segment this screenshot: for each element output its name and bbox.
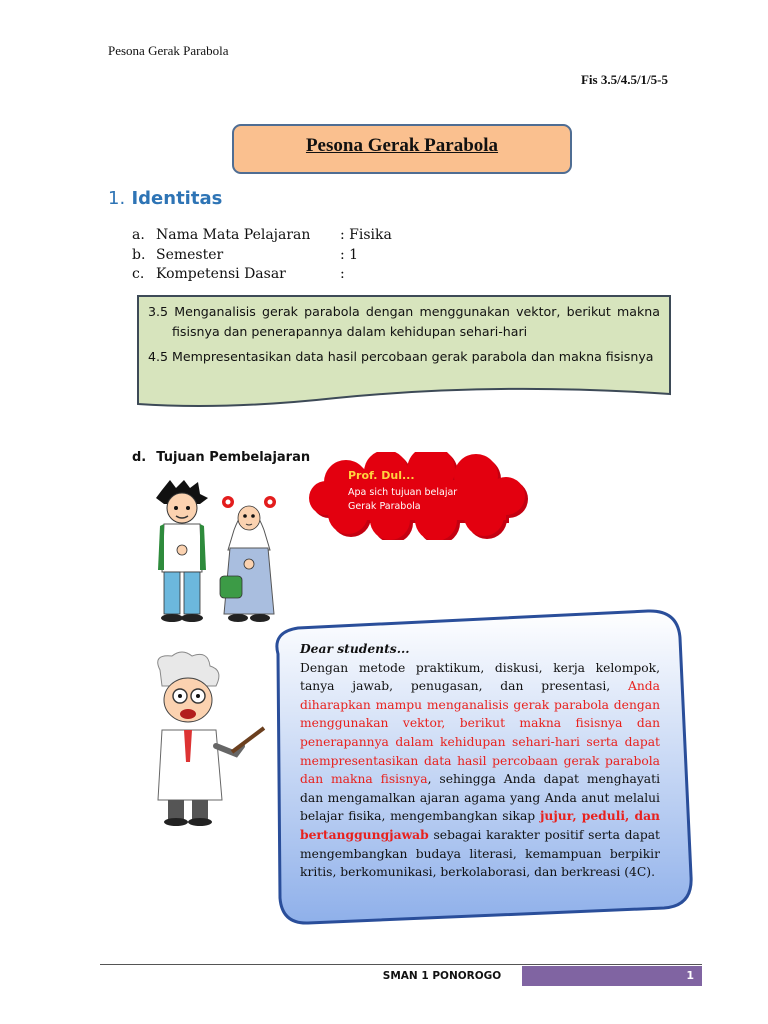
- tujuan-heading: [132, 450, 310, 465]
- footer-school: SMAN 1 PONOROGO: [382, 970, 502, 982]
- page-title: Pesona Gerak Parabola: [305, 135, 499, 156]
- cloud-speaker: Prof. Dul...: [348, 469, 415, 482]
- identity-value: :: [340, 266, 345, 282]
- kd-item: 4.5 Mempresentasikan data hasil percobaan gerak parabola dan makna fisisnya: [148, 349, 654, 364]
- document-code: Fis 3.5/4.5/1/5-5: [580, 72, 668, 87]
- message-text: [300, 640, 660, 882]
- identity-row: [132, 247, 512, 267]
- professor-illustration: [132, 650, 272, 835]
- message-highlight: jujur, peduli, dan bertanggungjawab: [300, 808, 660, 842]
- identity-label: Semester: [156, 246, 224, 263]
- running-header-title: Pesona Gerak Parabola: [108, 43, 229, 58]
- page-number: 1: [522, 966, 702, 986]
- identity-row: [132, 227, 512, 247]
- cloud-line: Gerak Parabola: [348, 501, 421, 512]
- identity-list: [132, 227, 512, 286]
- message-part: Dengan metode praktikum, diskusi, kerja kelompok, tanya jawab, penugasan, dan presentasi,: [300, 660, 660, 694]
- identity-label: Nama Mata Pelajaran: [156, 227, 311, 243]
- identity-value: : 1: [340, 246, 359, 263]
- identity-marker: b.: [132, 246, 146, 263]
- tujuan-label: Tujuan Pembelajaran: [156, 450, 311, 465]
- identity-row: [132, 266, 512, 286]
- cloud-line: Apa sich tujuan belajar: [348, 487, 458, 498]
- tujuan-marker: d.: [132, 450, 147, 465]
- message-part: , sehingga Anda dapat menghayati dan mengamalkan ajaran agama yang Anda anut melalui belajar fisika, mengembangkan sikap: [300, 772, 660, 824]
- message-part: sebagai karakter positif serta dapat mengembangkan budaya literasi, kemampuan berpikir kritis, berkomunikasi, berkolaborasi, dan berkreasi (4C).: [300, 827, 660, 880]
- message-body: [300, 659, 660, 882]
- section-heading-identitas: [108, 188, 222, 209]
- section-number: 1.: [108, 188, 126, 209]
- section-label: Identitas: [131, 188, 223, 209]
- title-box: [232, 124, 572, 174]
- message-highlight: Anda diharapkan mampu menganalisis gerak parabola dengan menggunakan vektor, berikut makna fisisnya dan penerapannya dalam kehidupan sehari-hari serta dapat mempresentasikan data hasil percobaan gerak parabola dan makna fisisnya: [300, 679, 660, 787]
- identity-label: Kompetensi Dasar: [156, 266, 286, 282]
- identity-value: : Fisika: [340, 227, 392, 243]
- footer-divider: [100, 964, 702, 965]
- identity-marker: c.: [132, 266, 145, 282]
- identity-marker: a.: [132, 227, 145, 243]
- message-greeting: Dear students...: [300, 641, 410, 656]
- kd-item: 3.5 Menganalisis gerak parabola dengan menggunakan vektor, berikut makna fisisnya dan penerapannya dalam kehidupan sehari-hari: [148, 304, 660, 339]
- kompetensi-dasar-text: [148, 302, 660, 367]
- cloud-text: [348, 469, 457, 512]
